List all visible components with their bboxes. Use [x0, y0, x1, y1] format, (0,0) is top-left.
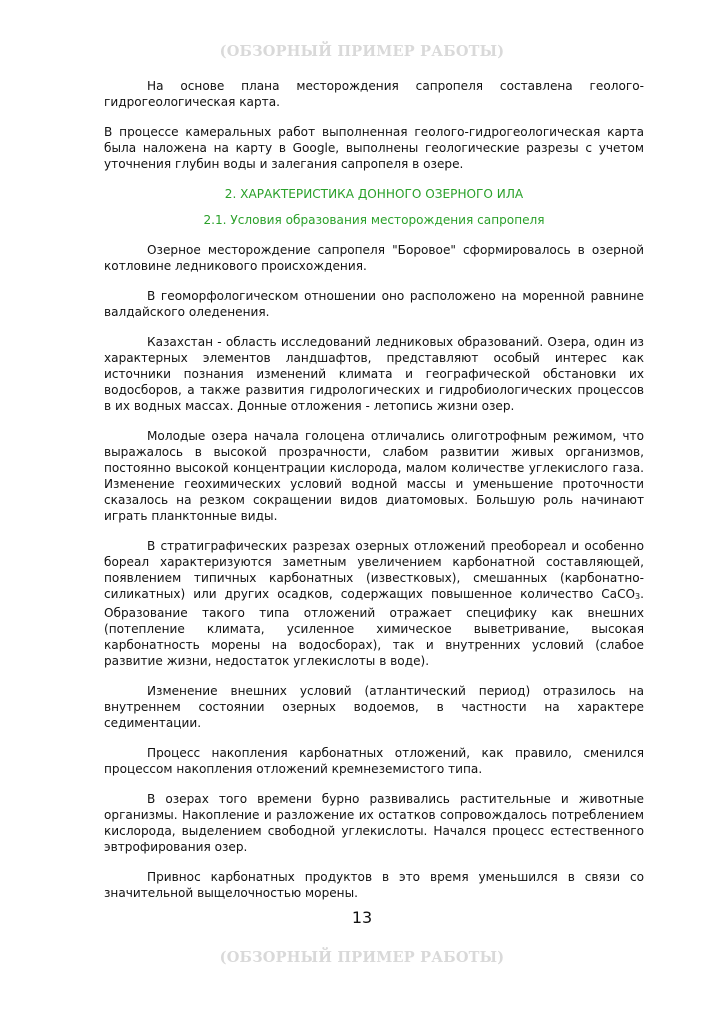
paragraph-map-compiled: На основе плана месторождения сапропеля составлена геолого-гидрогеологическая карта. — [104, 79, 644, 109]
page-number: 13 — [351, 908, 373, 927]
caco3-subscript: 3 — [635, 592, 641, 601]
stratigraphy-text-after: . Образование такого типа отложений отражает специфику как внешних (потепление климата, усиленное химическое выветривание, высокая карбонатность морены на водосборах), так и внутренних условий (слабое развитие жизни, недостаток углекислоты в воде). — [104, 587, 644, 668]
paragraph-borovoe: Озерное месторождение сапропеля "Боровое" сформировалось в озерной котловине ледникового происхождения. — [104, 243, 644, 273]
page-content — [104, 78, 644, 915]
stratigraphy-text-before: В стратиграфических разрезах озерных отложений преобореал и особенно бореал характеризуются заметным увеличением карбонатной составляющей, появлением типичных карбонатных (известковых), смешанных (карбонатно-силикатных) или других осадков, содержащих повышенное количество CaCO — [104, 539, 644, 601]
paragraph-stratigraphy — [104, 538, 644, 669]
paragraph-accumulation: Процесс накопления карбонатных отложений, как правило, сменился процессом накопления отложений кремнеземистого типа. — [104, 746, 644, 776]
paragraph-atlantic-period: Изменение внешних условий (атлантический период) отразилось на внутреннем состоянии озерных водоемов, в частности на характере седиментации. — [104, 684, 644, 730]
section-heading: 2. ХАРАКТЕРИСТИКА ДОННОГО ОЗЕРНОГО ИЛА — [224, 187, 524, 201]
subsection-heading: 2.1. Условия образования месторождения сапропеля — [203, 213, 545, 227]
paragraph-carbonate-input: Привнос карбонатных продуктов в это время уменьшился в связи со значительной выщелочностью морены. — [104, 870, 644, 900]
watermark-bottom: (ОБЗОРНЫЙ ПРИМЕР РАБОТЫ) — [219, 949, 505, 966]
paragraph-organisms: В озерах того времени бурно развивались растительные и животные организмы. Накопление и разложение их остатков сопровождалось потреблением кислорода, выделением свободной углекислоты. Начался процесс естественного эвтрофирования озер. — [104, 792, 644, 854]
paragraph-kazakhstan: Казахстан - область исследований ледниковых образований. Озера, один из характерных элементов ландшафтов, представляют особый интерес как источники познания изменений климата и географической обстановки их водосборов, а также развития гидрологических и гидробиологических процессов в их водных массах. Донные отложения - летопись жизни озер. — [104, 335, 644, 413]
watermark-top: (ОБЗОРНЫЙ ПРИМЕР РАБОТЫ) — [219, 43, 505, 60]
paragraph-young-lakes: Молодые озера начала голоцена отличались олиготрофным режимом, что выражалось в высокой прозрачности, слабом развитии живых организмов, постоянно высокой концентрации кислорода, малом количестве углекислого газа. Изменение геохимических условий водной массы и уменьшение проточности сказалось на резком сокращении видов диатомовых. Большую роль начинают играть планктонные виды. — [104, 429, 644, 523]
paragraph-geomorphology: В геоморфологическом отношении оно расположено на моренной равнине валдайского оледенения. — [104, 289, 644, 319]
paragraph-map-overlay: В процессе камеральных работ выполненная геолого-гидрогеологическая карта была наложена на карту в Google, выполнены геологические разрезы с учетом уточнения глубин воды и залегания сапропеля в озере. — [104, 125, 644, 171]
